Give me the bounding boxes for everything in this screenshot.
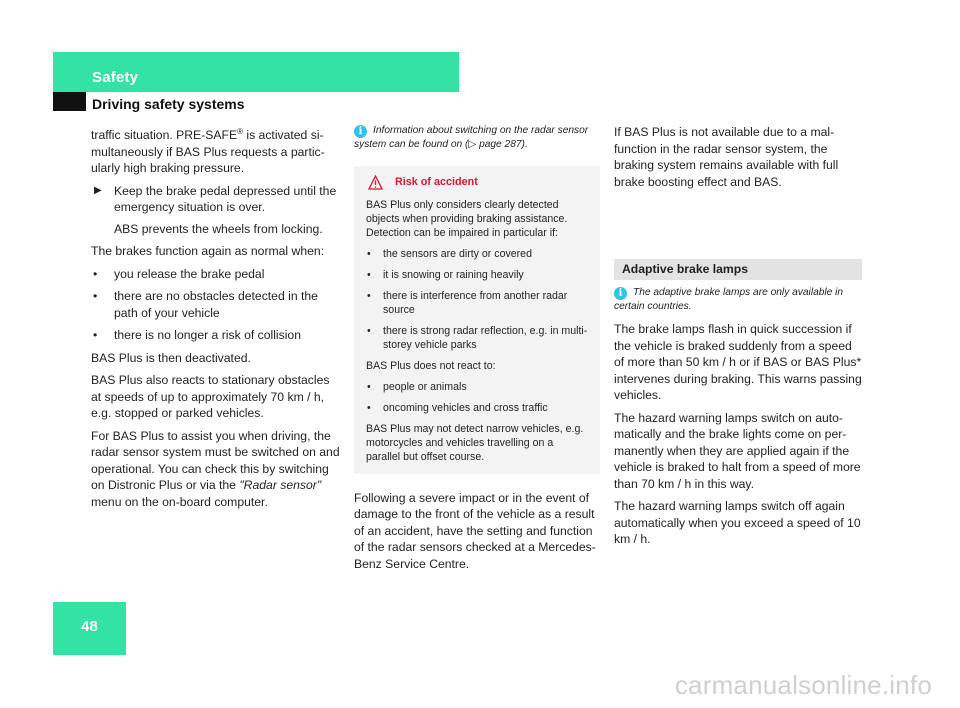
page-number: 48 <box>81 618 98 635</box>
paragraph: BAS Plus is then deactivated. <box>91 350 251 365</box>
column-1 <box>91 124 341 516</box>
list-item: • there are no obstacles detected in the path of your vehicle <box>93 289 318 320</box>
list-item: • people or animals <box>367 380 467 393</box>
step-arrow-icon: ▶ <box>94 184 102 196</box>
paragraph: BAS Plus also reacts to stationary obstacles at speeds of up to approximately 70 km / h, e.g. stopped or parked vehicles. <box>91 373 330 421</box>
bullet-icon: • <box>367 324 371 337</box>
paragraph: The hazard warning lamps switch on automatically and the brake lights come on permanently when they are applied again if the vehicle is braked to halt from a speed of more than 70 km / h in this way. <box>614 410 861 491</box>
paragraph: The hazard warning lamps switch off again automatically when you exceed a speed of 10 km / h. <box>614 499 861 546</box>
list-item: • there is no longer a risk of collision <box>93 328 301 343</box>
paragraph: The brakes function again as normal when: <box>91 244 325 259</box>
watermark: carmanualsonline.info <box>674 670 932 700</box>
bullet-icon: • <box>93 289 98 304</box>
paragraph: The brake lamps flash in quick succession if the vehicle is braked suddenly from a speed of more than 50 km / h or if BAS or BAS Plus* intervenes during braking. This warns passing vehicles. <box>614 322 862 402</box>
paragraph: For BAS Plus to assist you when driving, the radar sensor system must be switched on and operational. You can check this by switching on Distronic Plus or via the "Radar sensor" menu on the on-board computer. <box>91 428 340 509</box>
list-item: • oncoming vehicles and cross traffic <box>367 401 548 414</box>
page-arrow-icon: ▷ <box>468 139 477 150</box>
list-item: • the sensors are dirty or covered <box>367 247 532 260</box>
column-3 <box>614 124 862 554</box>
warning-paragraph: BAS Plus does not react to: <box>366 359 496 372</box>
warning-box <box>354 166 600 474</box>
list-item: • there is strong radar reflection, e.g. in multi-storey vehicle parks <box>367 324 588 351</box>
bullet-icon: • <box>93 328 98 343</box>
section-marker <box>53 92 86 111</box>
warning-paragraph: BAS Plus may not detect narrow vehicles, e.g. motorcycles and vehicles travelling on a parallel but offset course. <box>366 422 584 463</box>
warning-title: Risk of accident <box>366 175 588 190</box>
paragraph: If BAS Plus is not available due to a malfunction in the radar sensor system, the braking system remains available with full brake boosting effect and BAS. <box>614 125 839 189</box>
info-icon: i <box>354 125 367 138</box>
bullet-icon: • <box>367 247 371 260</box>
info-note: i Information about switching on the radar sensor system can be found on (▷ page 287). <box>354 125 589 150</box>
paragraph: Following a severe impact or in the event of damage to the front of the vehicle as a result of an accident, have the setting and function of the radar sensors checked at a Mercedes-Benz Service Centre. <box>354 490 596 571</box>
bullet-icon: • <box>93 266 98 281</box>
list-item: • it is snowing or raining heavily <box>367 268 524 281</box>
instruction-step: ▶ Keep the brake pedal depressed until the emergency situation is over. <box>94 183 337 215</box>
bullet-icon: • <box>367 380 371 393</box>
list-item: • you release the brake pedal <box>93 266 265 281</box>
step-result: ABS prevents the wheels from locking. <box>114 221 323 236</box>
bullet-icon: • <box>367 268 371 281</box>
section-heading: Adaptive brake lamps <box>614 259 862 280</box>
info-icon: i <box>614 287 627 300</box>
warning-paragraph: BAS Plus only considers clearly detected objects when providing braking assistance. Detection can be impaired in particular if: <box>366 198 568 239</box>
warning-triangle-icon <box>368 175 383 190</box>
column-2 <box>354 124 600 578</box>
bullet-icon: • <box>367 401 371 414</box>
bullet-icon: • <box>367 289 371 302</box>
subsection-title: Driving safety systems <box>92 96 245 112</box>
list-item: • there is interference from another radar source <box>367 289 568 316</box>
section-title: Safety <box>92 69 139 86</box>
paragraph: traffic situation. PRE-SAFE® is activated simultaneously if BAS Plus requests a particularly high braking pressure. <box>91 127 325 176</box>
info-note: i The adaptive brake lamps are only available in certain countries. <box>614 286 844 312</box>
